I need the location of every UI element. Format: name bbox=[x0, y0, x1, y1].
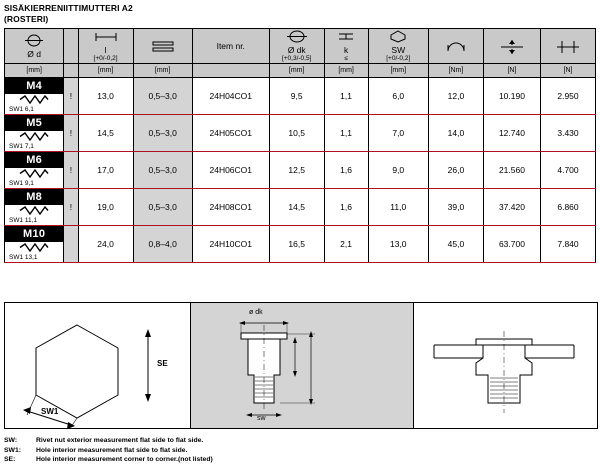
header-cell-l bbox=[78, 29, 133, 64]
unit-cell-l: [mm] bbox=[78, 64, 133, 78]
flange-diameter-cell: 16,5 bbox=[269, 226, 324, 263]
head-height-icon bbox=[325, 30, 368, 45]
length-icon bbox=[79, 30, 133, 45]
sw1-label: SW1 6,1 bbox=[9, 106, 34, 113]
flange-diameter-cell: 10,5 bbox=[269, 115, 324, 152]
footnotes bbox=[4, 436, 213, 465]
sw1-dim-label: SW1 bbox=[41, 407, 59, 416]
length-cell: 14,5 bbox=[78, 115, 133, 152]
footnote-key-se: SE: bbox=[4, 456, 16, 463]
footnote-text-se: Hole interior measurement corner to corner.(not listed) bbox=[36, 456, 213, 463]
knurl-icon bbox=[19, 132, 49, 141]
header-cell-grip bbox=[133, 29, 192, 64]
flange-diameter-cell: 12,5 bbox=[269, 152, 324, 189]
head-height-cell: 1,6 bbox=[324, 152, 368, 189]
installed-rivet-nut-diagram bbox=[414, 303, 597, 428]
tensile-load-cell: 7.840 bbox=[541, 226, 596, 263]
flag-cell: ! bbox=[64, 189, 78, 226]
item-number-cell: 24H05CO1 bbox=[192, 115, 269, 152]
header-sub-dk: [+0,3/-0,5] bbox=[281, 54, 312, 62]
header-label-k: k bbox=[343, 44, 349, 55]
diameter-icon bbox=[5, 34, 63, 49]
unit-cell-torque: [Nm] bbox=[428, 64, 483, 78]
section-drawing bbox=[190, 302, 414, 429]
size-cell bbox=[5, 152, 64, 189]
torque-cell: 26,0 bbox=[428, 152, 483, 189]
footnote-key-sw1: SW1: bbox=[4, 446, 21, 454]
footnote-sw1 bbox=[4, 446, 213, 456]
knurl-icon bbox=[19, 206, 49, 215]
torque-cell: 39,0 bbox=[428, 189, 483, 226]
specification-table bbox=[4, 28, 596, 263]
shear-load-cell: 63.700 bbox=[483, 226, 540, 263]
table-row bbox=[5, 189, 596, 226]
length-cell: 24,0 bbox=[78, 226, 133, 263]
hexagon-drawing bbox=[4, 302, 191, 429]
footnote-key-sw: SW: bbox=[4, 437, 18, 444]
se-label: SE bbox=[157, 359, 168, 368]
header-cell-k bbox=[324, 29, 368, 64]
flange-diameter-icon bbox=[270, 30, 324, 45]
thread-size-badge: M10 bbox=[5, 226, 63, 242]
table-header-row bbox=[5, 29, 596, 64]
header-cell-d bbox=[5, 29, 64, 64]
header-sub-l: [+0/-0,2] bbox=[93, 54, 118, 62]
header-sub-sw: [+0/-0,2] bbox=[386, 54, 411, 62]
unit-cell-item bbox=[192, 64, 269, 78]
item-number-cell: 24H04CO1 bbox=[192, 78, 269, 115]
sw1-label: SW1 11,1 bbox=[9, 217, 38, 224]
footnote-se bbox=[4, 455, 213, 465]
knurl-icon bbox=[19, 243, 49, 252]
width-across-flats-icon bbox=[369, 30, 428, 45]
unit-cell-sw: [mm] bbox=[368, 64, 428, 78]
width-across-flats-cell: 9,0 bbox=[368, 152, 428, 189]
width-across-flats-cell: 11,0 bbox=[368, 189, 428, 226]
length-cell: 19,0 bbox=[78, 189, 133, 226]
flange-thickness-icon bbox=[134, 39, 192, 54]
shear-load-cell: 37.420 bbox=[483, 189, 540, 226]
torque-cell: 12,0 bbox=[428, 78, 483, 115]
title-line-2: (ROSTERI) bbox=[4, 14, 49, 24]
sw1-label: SW1 13,1 bbox=[9, 254, 38, 261]
flange-diameter-cell: 9,5 bbox=[269, 78, 324, 115]
installed-drawing bbox=[413, 302, 598, 429]
header-label-item: Item nr. bbox=[216, 41, 245, 51]
header-label-l: l bbox=[104, 44, 107, 55]
tensile-load-cell: 6.860 bbox=[541, 189, 596, 226]
header-cell-shear bbox=[483, 29, 540, 64]
unit-cell-grip: [mm] bbox=[133, 64, 192, 78]
unit-cell-flag bbox=[64, 64, 78, 78]
flag-cell: ! bbox=[64, 78, 78, 115]
torque-cell: 45,0 bbox=[428, 226, 483, 263]
header-cell-tensile bbox=[541, 29, 596, 64]
header-label-dk: Ø dk bbox=[287, 44, 306, 55]
tensile-load-icon bbox=[541, 39, 595, 54]
unit-cell-d: [mm] bbox=[5, 64, 64, 78]
grip-range-cell: 0,8–4,0 bbox=[133, 226, 192, 263]
header-cell-item bbox=[192, 29, 269, 64]
header-cell-sw bbox=[368, 29, 428, 64]
length-cell: 17,0 bbox=[78, 152, 133, 189]
unit-cell-k: [mm] bbox=[324, 64, 368, 78]
grip-range-cell: 0,5–3,0 bbox=[133, 189, 192, 226]
head-height-cell: 1,1 bbox=[324, 115, 368, 152]
grip-range-cell: 0,5–3,0 bbox=[133, 115, 192, 152]
header-label-sw: SW bbox=[391, 44, 406, 55]
grip-range-cell: 0,5–3,0 bbox=[133, 152, 192, 189]
title-line-1: SISÄKIERRENIITTIMUTTERI A2 bbox=[4, 3, 133, 13]
thread-size-badge: M5 bbox=[5, 115, 63, 131]
shear-load-cell: 10.190 bbox=[483, 78, 540, 115]
item-number-cell: 24H10CO1 bbox=[192, 226, 269, 263]
thread-size-badge: M4 bbox=[5, 78, 63, 94]
unit-cell-shear: [N] bbox=[483, 64, 540, 78]
sw1-label: SW1 7,1 bbox=[9, 143, 34, 150]
page-title bbox=[4, 3, 133, 25]
thread-size-badge: M6 bbox=[5, 152, 63, 168]
flange-diameter-cell: 14,5 bbox=[269, 189, 324, 226]
table-units-row bbox=[5, 64, 596, 78]
shear-load-icon bbox=[484, 39, 540, 54]
width-across-flats-cell: 6,0 bbox=[368, 78, 428, 115]
width-across-flats-cell: 7,0 bbox=[368, 115, 428, 152]
grip-range-cell: 0,5–3,0 bbox=[133, 78, 192, 115]
header-label-d: Ø d bbox=[27, 48, 41, 59]
sw-dim-label: sw bbox=[257, 415, 266, 422]
unit-cell-tensile: [N] bbox=[541, 64, 596, 78]
width-across-flats-cell: 13,0 bbox=[368, 226, 428, 263]
size-cell bbox=[5, 78, 64, 115]
shear-load-cell: 12.740 bbox=[483, 115, 540, 152]
shear-load-cell: 21.560 bbox=[483, 152, 540, 189]
header-sub-k: ≤ bbox=[344, 54, 348, 62]
item-number-cell: 24H08CO1 bbox=[192, 189, 269, 226]
unit-cell-dk: [mm] bbox=[269, 64, 324, 78]
size-cell bbox=[5, 115, 64, 152]
flag-cell: ! bbox=[64, 115, 78, 152]
knurl-icon bbox=[19, 95, 49, 104]
head-height-cell: 2,1 bbox=[324, 226, 368, 263]
head-height-cell: 1,6 bbox=[324, 189, 368, 226]
header-cell-flag bbox=[64, 29, 78, 64]
head-height-cell: 1,1 bbox=[324, 78, 368, 115]
torque-cell: 14,0 bbox=[428, 115, 483, 152]
knurl-icon bbox=[19, 169, 49, 178]
rivet-nut-section-diagram bbox=[191, 303, 413, 428]
flag-cell: ! bbox=[64, 152, 78, 189]
tensile-load-cell: 4.700 bbox=[541, 152, 596, 189]
table-row bbox=[5, 78, 596, 115]
size-cell bbox=[5, 189, 64, 226]
sw1-label: SW1 9,1 bbox=[9, 180, 34, 187]
table-row bbox=[5, 152, 596, 189]
footnote-text-sw1: Hole interior measurement flat side to flat side. bbox=[36, 446, 188, 454]
item-number-cell: 24H06CO1 bbox=[192, 152, 269, 189]
table-row bbox=[5, 226, 596, 263]
size-cell bbox=[5, 226, 64, 263]
tensile-load-cell: 2.950 bbox=[541, 78, 596, 115]
thread-size-badge: M8 bbox=[5, 189, 63, 205]
torque-icon bbox=[429, 39, 483, 54]
tensile-load-cell: 3.430 bbox=[541, 115, 596, 152]
length-cell: 13,0 bbox=[78, 78, 133, 115]
dk-dim-label: ø dk bbox=[249, 309, 263, 316]
flag-cell bbox=[64, 226, 78, 263]
footnote-sw bbox=[4, 436, 213, 446]
header-cell-torque bbox=[428, 29, 483, 64]
header-cell-dk bbox=[269, 29, 324, 64]
table-row bbox=[5, 115, 596, 152]
footnote-text-sw: Rivet nut exterior measurement flat side to flat side. bbox=[36, 437, 204, 444]
